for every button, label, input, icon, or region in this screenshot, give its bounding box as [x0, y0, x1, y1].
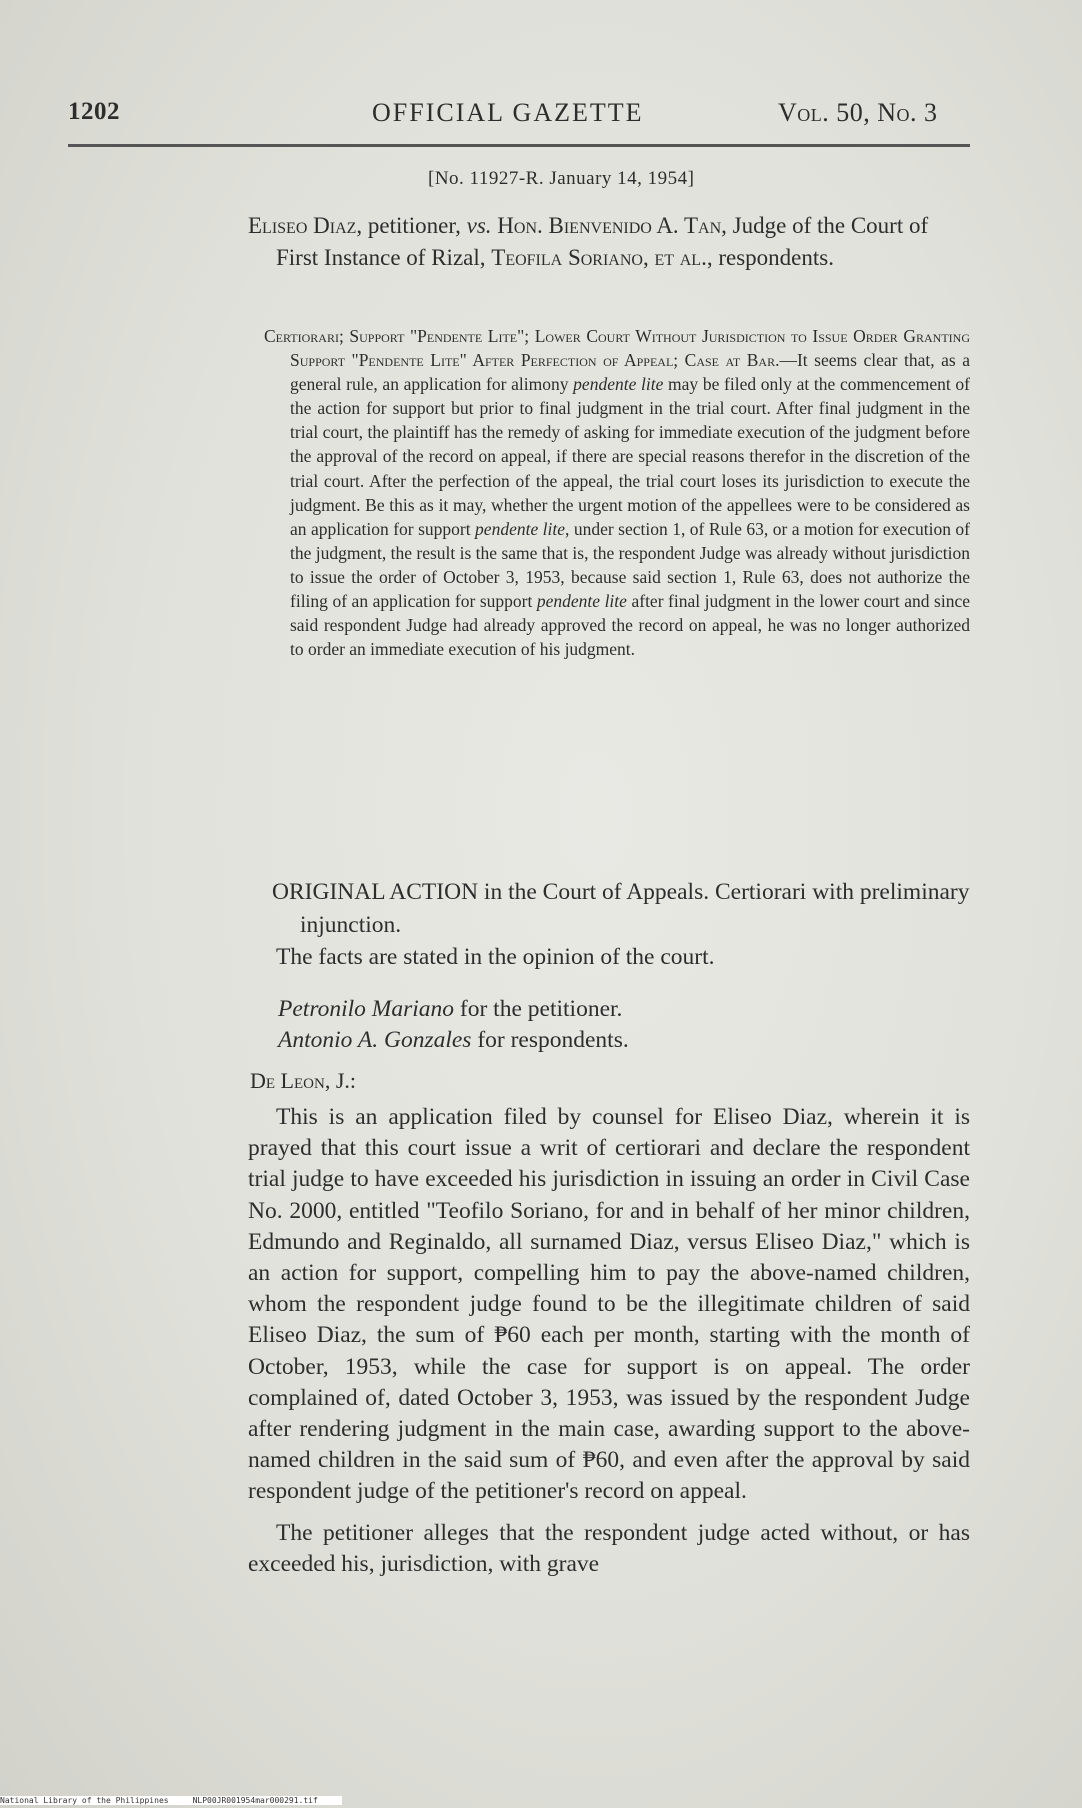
case-parties: [248, 210, 970, 274]
respondent-counsel: Antonio A. Gonzales: [278, 1027, 472, 1053]
header-rule: [68, 144, 970, 147]
petitioner-role: , petitioner,: [356, 213, 467, 238]
counsel-block: [278, 994, 629, 1056]
respondent-name: Hon. Bienvenido A. Tan: [491, 213, 722, 238]
facts-line: The facts are stated in the opinion of the court.: [276, 944, 715, 970]
syllabus-italic: pendente lite: [573, 374, 664, 395]
respondent-counsel-suffix: for respondents.: [471, 1027, 629, 1053]
body-paragraph: This is an application filed by counsel for Eliseo Diaz, wherein it is prayed that this court issue a writ of certiorari and declare the respondent trial judge to have exceeded his jurisdiction in issuing an order in Civil Case No. 2000, entitled "Teofilo Soriano, for and in behalf of her minor children, Edmundo and Reginaldo, all surnamed Diaz, versus Eliseo Diaz," which is an action for support, compelling him to pay the above-named children, whom the respondent judge found to be the illegitimate children of said Eliseo Diaz, the sum of ₱60 each per month, starting with the month of October, 1953, while the case for support is on appeal. The order complained of, dated October 3, 1953, was issued by the respondent Judge after rendering judgment in the main case, awarding support to the above-named children in the said sum of ₱60, and even after the approval by said respondent judge of the petitioner's record on appeal.: [248, 1104, 970, 1505]
syllabus-heading: Certiorari; Support "Pendente Lite"; Lower Court Without Jurisdiction to Issue Order Granting Support "Pendente Lite" After Perfection of Appeal; Case at Bar.: [264, 326, 970, 371]
syllabus-italic: pendente lite: [536, 591, 627, 612]
petitioner-name: Eliseo Diaz: [248, 213, 357, 238]
publication-title: OFFICIAL GAZETTE: [372, 98, 644, 127]
petitioner-counsel-line: [278, 994, 629, 1025]
syllabus-text: after final judgment in the lower court and since said respondent Judge had already approved the record on appeal, he was no longer authorized to order an immediate execution of his judgment.: [290, 591, 970, 660]
page-number: 1202: [68, 98, 120, 125]
syllabus-text: may be filed only at the commencement of the action for support but prior to final judgment in the trial court. After final judgment in the trial court, the plaintiff has the remedy of asking for immediate execution of the judgment before the approval of the record on appeal, if there are special reasons therefor in the discretion of the trial court. After the perfection of the appeal, the trial court loses its jurisdiction to execute the judgment. Be this as it may, whether the urgent motion of the appellees were to be considered as an application for support: [290, 374, 970, 539]
petitioner-counsel-suffix: for the petitioner.: [454, 996, 623, 1022]
decision-body: [248, 1102, 970, 1590]
versus: vs.: [466, 213, 492, 238]
scan-footer: [0, 1796, 342, 1805]
volume-number: Vol. 50, No. 3: [778, 98, 938, 127]
syllabus-italic: pendente lite: [475, 518, 566, 539]
original-action: ORIGINAL ACTION in the Court of Appeals. Certiorari with preliminary injunction.: [272, 879, 970, 938]
respondent-description: , Judge of the Court of First Instance of Rizal,: [276, 213, 929, 270]
respondent-counsel-line: [278, 1025, 629, 1056]
scan-filename: NLP00JR001954mar000291.tif: [192, 1796, 318, 1805]
syllabus-text: —It seems clear that, as a general rule, an application for alimony: [290, 350, 970, 395]
body-paragraph: The petitioner alleges that the respondent judge acted without, or has exceeded his, jurisdiction, with grave: [248, 1519, 970, 1577]
syllabus: [264, 324, 970, 661]
library-credit: National Library of the Philippines: [0, 1796, 169, 1805]
syllabus-text: , under section 1, of Rule 63, or a motion for execution of the judgment, the result is the same that is, the respondent Judge was already without jurisdiction to issue the order of October 3, 1953, because said section 1, Rule 63, does not authorize the filing of an application for support: [290, 518, 970, 612]
ponente: De Leon, J.:: [250, 1068, 356, 1093]
petitioner-counsel: Petronilo Mariano: [278, 996, 455, 1022]
respondents-role: , respondents.: [706, 245, 834, 270]
other-respondents: Teofila Soriano, et al.: [491, 245, 707, 270]
case-number: [No. 11927-R. January 14, 1954]: [428, 168, 695, 189]
